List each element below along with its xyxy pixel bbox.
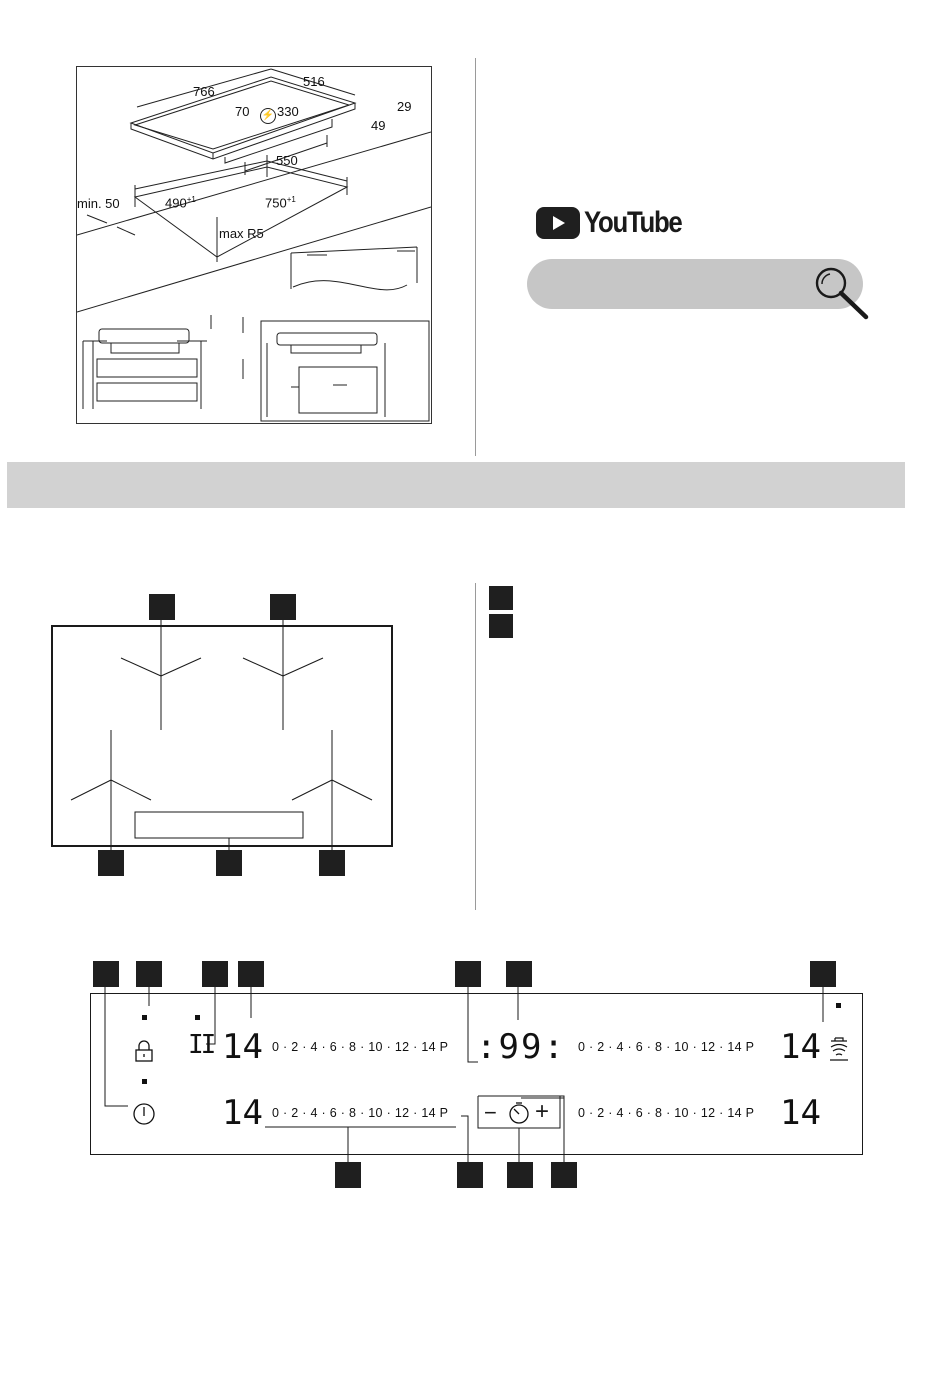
hood-indicator-dot [836, 1003, 841, 1008]
dim-depth-total: 516 [303, 74, 325, 89]
marker-zone-rear-left [98, 850, 124, 876]
marker-zone-front-right [270, 594, 296, 620]
dim-height-b: 49 [371, 118, 386, 133]
installation-drawing [76, 66, 432, 424]
legend-marker-2 [489, 614, 513, 638]
timer-minus-button[interactable]: − [484, 1100, 497, 1125]
marker-control-panel [216, 850, 242, 876]
youtube-play-icon [536, 207, 580, 239]
lock-indicator-dot [142, 1015, 147, 1020]
lock-icon[interactable] [134, 1040, 154, 1062]
timer-icon[interactable] [507, 1100, 531, 1126]
power-icon[interactable] [132, 1102, 156, 1126]
pause-icon[interactable]: II [188, 1030, 214, 1060]
dim-width-total: 766 [193, 84, 215, 99]
dim-cutout-depth: $490^{+1}$ [165, 195, 196, 211]
zone-display-front-left: 14 [222, 1027, 263, 1067]
zone-display-rear-right: 14 [780, 1093, 821, 1133]
power-scale-front-right[interactable]: 0 · 2 · 4 · 6 · 8 · 10 · 12 · 14 P [578, 1040, 755, 1054]
column-divider-top [475, 58, 476, 456]
power-scale-front-left[interactable]: 0 · 2 · 4 · 6 · 8 · 10 · 12 · 14 P [272, 1040, 449, 1054]
dim-radius: max R5 [219, 226, 264, 241]
legend-marker-1 [489, 586, 513, 610]
section-header-band [7, 462, 905, 508]
dim-under-width: 550 [276, 153, 298, 168]
power-scale-rear-left[interactable]: 0 · 2 · 4 · 6 · 8 · 10 · 12 · 14 P [272, 1106, 449, 1120]
cooking-surface-diagram [45, 590, 405, 890]
marker-zone-front-left [149, 594, 175, 620]
dim-conn-a: 70 [235, 104, 250, 119]
dim-height-a: 29 [397, 99, 412, 114]
hob-hood-icon[interactable] [827, 1037, 851, 1063]
dim-cutout-width: $750^{+1}$ [265, 195, 296, 211]
youtube-wordmark: YouTube [584, 206, 682, 239]
zone-display-front-right: 14 [780, 1027, 821, 1067]
power-connection-icon: ⚡ [260, 108, 276, 124]
timer-display: :99: [476, 1027, 566, 1067]
youtube-logo [536, 206, 697, 240]
timer-plus-button[interactable]: + [535, 1098, 550, 1125]
power-indicator-dot [142, 1079, 147, 1084]
pause-indicator-dot [195, 1015, 200, 1020]
dim-min-edge: min. 50 [77, 196, 120, 211]
search-icon[interactable] [810, 262, 874, 322]
column-divider-middle [475, 583, 476, 910]
marker-zone-rear-right [319, 850, 345, 876]
zone-display-rear-left: 14 [222, 1093, 263, 1133]
power-scale-rear-right[interactable]: 0 · 2 · 4 · 6 · 8 · 10 · 12 · 14 P [578, 1106, 755, 1120]
dim-conn-b: 330 [277, 104, 299, 119]
